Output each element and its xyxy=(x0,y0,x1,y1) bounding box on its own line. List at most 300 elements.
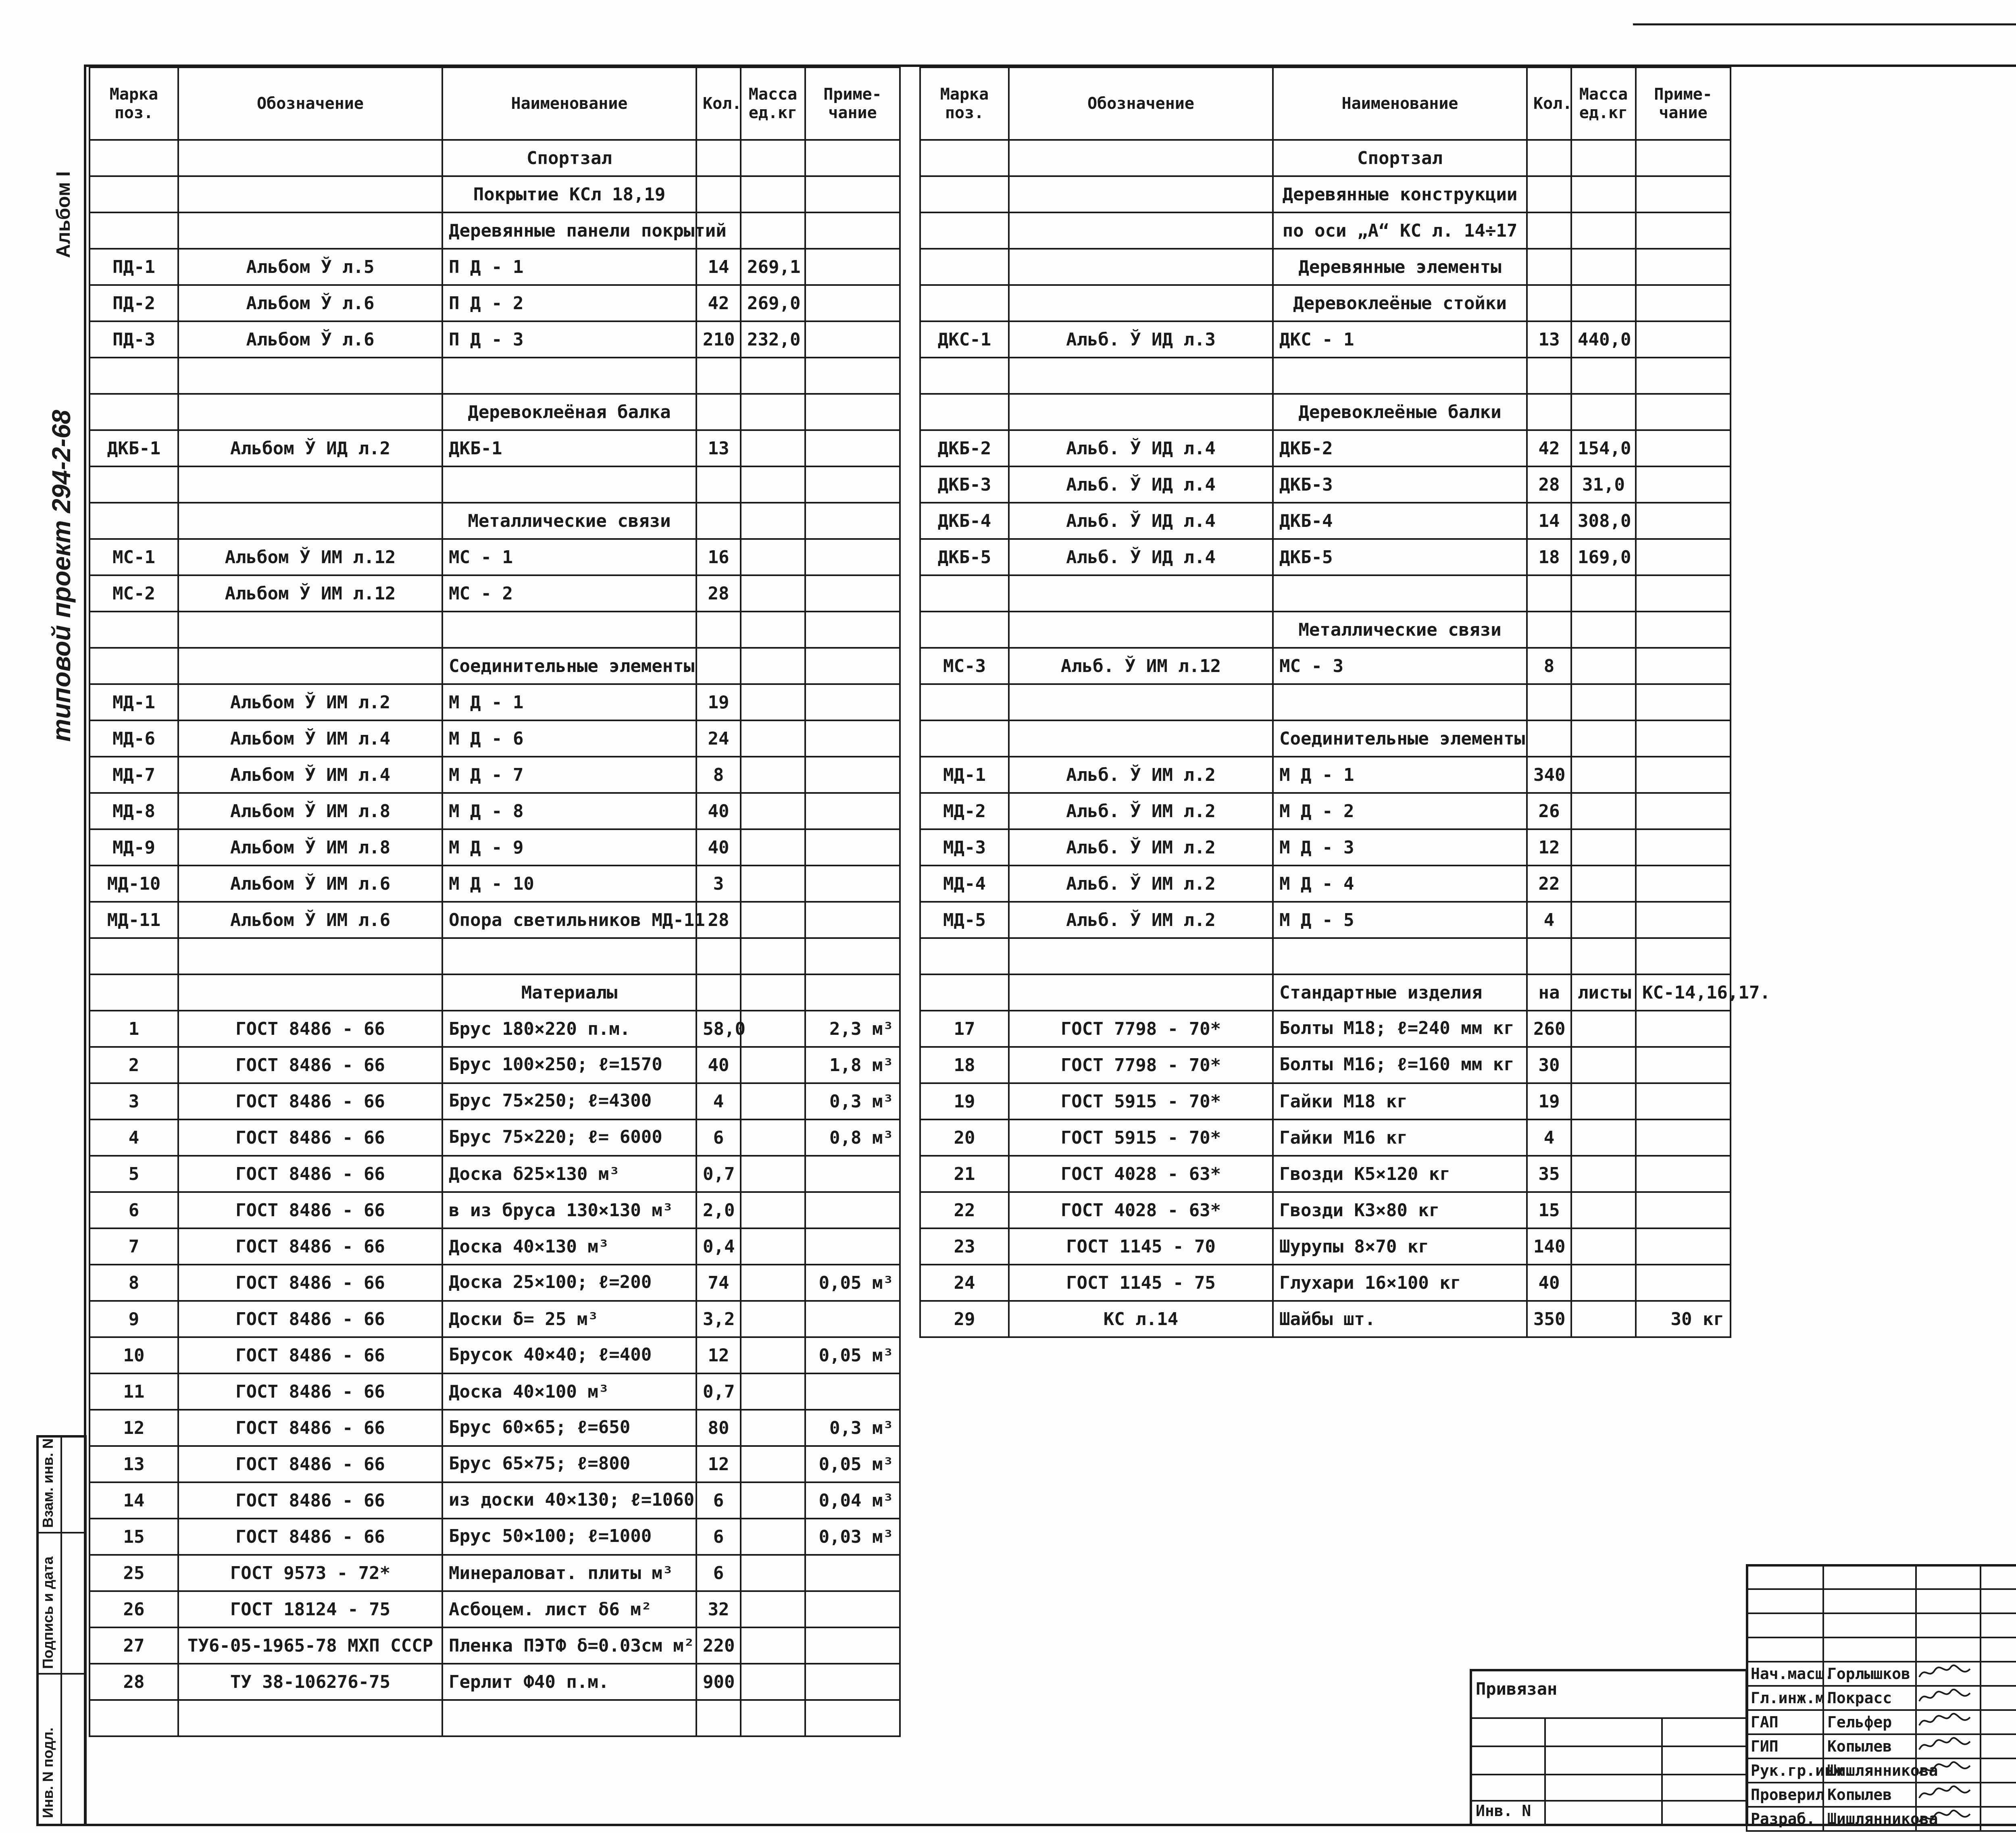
table-row xyxy=(90,1119,900,1156)
cell-mark: 13 xyxy=(90,1446,178,1482)
cell-mass xyxy=(1571,829,1636,866)
title-blank-cell xyxy=(1981,1589,2016,1613)
cell-designation xyxy=(1009,684,1273,720)
cell-note xyxy=(805,612,900,648)
cell-note xyxy=(1636,321,1731,358)
table-row xyxy=(90,1265,900,1301)
cell-name: ДКБ-5 xyxy=(1273,539,1527,575)
cell-qty: 8 xyxy=(696,757,741,793)
staff-date xyxy=(1981,1710,2016,1734)
cell-note xyxy=(805,430,900,466)
cell-mass xyxy=(741,757,805,793)
cell-mark xyxy=(920,140,1009,176)
cell-designation: Альбом Ў ИМ л.4 xyxy=(178,757,442,793)
staff-table xyxy=(1746,1564,2016,1832)
table-row xyxy=(90,575,900,612)
cell-designation: ГОСТ 9573 - 72* xyxy=(178,1555,442,1591)
cell-name: Деревянные элементы xyxy=(1273,249,1527,285)
cell-name: Минераловат. плиты м³ xyxy=(442,1555,696,1591)
cell-name: Шурупы 8×70 кг xyxy=(1273,1228,1527,1265)
table-row xyxy=(90,612,900,648)
staff-date xyxy=(1981,1662,2016,1686)
cell-mass xyxy=(741,358,805,394)
cell-qty: 24 xyxy=(696,720,741,757)
cell-note xyxy=(805,757,900,793)
table-row xyxy=(920,866,1731,902)
cell-name: Болты М16; ℓ=160 мм кг xyxy=(1273,1047,1527,1083)
cell-mark xyxy=(920,212,1009,249)
staff-role: Рук.гр.инж. xyxy=(1747,1758,1823,1783)
title-blank-cell xyxy=(1981,1637,2016,1662)
cell-qty: 26 xyxy=(1527,793,1571,829)
cell-mark xyxy=(920,249,1009,285)
cell-qty: 18 xyxy=(1527,539,1571,575)
cell-mass xyxy=(741,684,805,720)
cell-mark: МД-6 xyxy=(90,720,178,757)
cell-mark: 7 xyxy=(90,1228,178,1265)
cell-mass xyxy=(1571,1156,1636,1192)
table-row xyxy=(920,1011,1731,1047)
cell-note: 0,03 м³ xyxy=(805,1519,900,1555)
left-stamp-sign: Подпись и дата xyxy=(40,1556,56,1669)
cell-designation: Альб. Ў ИД л.4 xyxy=(1009,503,1273,539)
cell-mark: МС-3 xyxy=(920,648,1009,684)
staff-role: Разраб. xyxy=(1747,1807,1823,1831)
cell-mass xyxy=(1571,140,1636,176)
cell-designation: ГОСТ 8486 - 66 xyxy=(178,1119,442,1156)
staff-date xyxy=(1981,1807,2016,1831)
cell-mass xyxy=(1571,285,1636,321)
title-blank-cell xyxy=(1981,1565,2016,1589)
cell-qty xyxy=(1527,249,1571,285)
cell-designation: ГОСТ 8486 - 66 xyxy=(178,1373,442,1410)
signature-scribble xyxy=(1917,1760,1973,1778)
cell-name: МС - 2 xyxy=(442,575,696,612)
cell-mass xyxy=(741,1373,805,1410)
cell-qty: 74 xyxy=(696,1265,741,1301)
cell-mass xyxy=(1571,902,1636,938)
cell-note xyxy=(805,575,900,612)
table-row xyxy=(90,1373,900,1410)
cell-qty: 12 xyxy=(1527,829,1571,866)
cell-note xyxy=(1636,176,1731,212)
table-row xyxy=(90,938,900,974)
cell-mark: 17 xyxy=(920,1011,1009,1047)
cell-qty: 28 xyxy=(696,575,741,612)
table-row xyxy=(920,575,1731,612)
cell-mark: 22 xyxy=(920,1192,1009,1228)
cell-mark xyxy=(920,938,1009,974)
cell-note xyxy=(805,321,900,358)
cell-designation xyxy=(1009,285,1273,321)
title-blank-cell xyxy=(1916,1613,1981,1637)
table-row xyxy=(920,466,1731,503)
cell-designation: ГОСТ 4028 - 63* xyxy=(1009,1192,1273,1228)
cell-designation: ГОСТ 8486 - 66 xyxy=(178,1301,442,1337)
cell-note xyxy=(805,140,900,176)
table-row xyxy=(920,1301,1731,1337)
section-row xyxy=(90,176,900,212)
cell-note xyxy=(1636,212,1731,249)
cell-qty xyxy=(1527,358,1571,394)
cell-note xyxy=(1636,684,1731,720)
cell-note xyxy=(805,1228,900,1265)
signature-scribble xyxy=(1917,1736,1973,1754)
bound-box-col xyxy=(1661,1717,1663,1826)
cell-designation: ГОСТ 8486 - 66 xyxy=(178,1410,442,1446)
cell-qty: 3,2 xyxy=(696,1301,741,1337)
cell-qty: 260 xyxy=(1527,1011,1571,1047)
cell-designation: ГОСТ 7798 - 70* xyxy=(1009,1047,1273,1083)
cell-mass xyxy=(741,1519,805,1555)
cell-qty: 6 xyxy=(696,1519,741,1555)
cell-mark: 21 xyxy=(920,1156,1009,1192)
cell-note xyxy=(1636,575,1731,612)
cell-mark xyxy=(90,648,178,684)
cell-mark xyxy=(920,612,1009,648)
cell-note xyxy=(805,1373,900,1410)
section-row xyxy=(90,394,900,430)
col-mark: Марка поз. xyxy=(920,67,1009,140)
table-row xyxy=(90,1156,900,1192)
cell-qty: 0,4 xyxy=(696,1228,741,1265)
cell-mark: 8 xyxy=(90,1265,178,1301)
table-row xyxy=(90,1047,900,1083)
title-blank-cell xyxy=(1823,1613,1916,1637)
cell-designation: ГОСТ 1145 - 75 xyxy=(1009,1265,1273,1301)
cell-designation: Альб. Ў ИМ л.2 xyxy=(1009,829,1273,866)
table-row xyxy=(920,1265,1731,1301)
cell-mass xyxy=(741,1555,805,1591)
cell-mass xyxy=(741,466,805,503)
cell-name: Брус 65×75; ℓ=800 xyxy=(442,1446,696,1482)
title-blank-cell xyxy=(1981,1613,2016,1637)
cell-mass xyxy=(741,1047,805,1083)
cell-mark: 12 xyxy=(90,1410,178,1446)
cell-designation: Альбом Ў ИМ л.12 xyxy=(178,575,442,612)
table-row xyxy=(920,1047,1731,1083)
cell-name: П Д - 2 xyxy=(442,285,696,321)
staff-name: Копылев xyxy=(1823,1734,1916,1758)
cell-mark: МС-1 xyxy=(90,539,178,575)
cell-name: Брус 60×65; ℓ=650 xyxy=(442,1410,696,1446)
cell-mass: 269,0 xyxy=(741,285,805,321)
cell-qty xyxy=(696,648,741,684)
cell-mass xyxy=(1571,1192,1636,1228)
cell-name: М Д - 9 xyxy=(442,829,696,866)
cell-qty xyxy=(696,466,741,503)
cell-mark: 28 xyxy=(90,1664,178,1700)
cell-mark: МД-8 xyxy=(90,793,178,829)
cell-name: ДКБ-3 xyxy=(1273,466,1527,503)
cell-designation xyxy=(178,648,442,684)
staff-signature xyxy=(1916,1807,1981,1831)
cell-mass: 308,0 xyxy=(1571,503,1636,539)
cell-note xyxy=(1636,466,1731,503)
cell-name: Металлические связи xyxy=(442,503,696,539)
cell-note xyxy=(805,866,900,902)
table-row xyxy=(920,430,1731,466)
cell-mass: листы xyxy=(1571,974,1636,1011)
cell-note xyxy=(805,249,900,285)
cell-note xyxy=(1636,1083,1731,1119)
cell-note xyxy=(1636,1119,1731,1156)
cell-name xyxy=(442,612,696,648)
signature-scribble xyxy=(1917,1784,1973,1802)
staff-date xyxy=(1981,1783,2016,1807)
title-blank-cell xyxy=(1823,1637,1916,1662)
cell-name: Герлит Ф40 п.м. xyxy=(442,1664,696,1700)
table-row xyxy=(90,1700,900,1736)
cell-mark: МД-7 xyxy=(90,757,178,793)
cell-note xyxy=(1636,249,1731,285)
cell-name: Деревоклеёные балки xyxy=(1273,394,1527,430)
cell-note: 0,3 м³ xyxy=(805,1083,900,1119)
section-row xyxy=(90,140,900,176)
cell-qty: 2,0 xyxy=(696,1192,741,1228)
staff-signature xyxy=(1916,1734,1981,1758)
cell-mark: ДКБ-5 xyxy=(920,539,1009,575)
cell-mass xyxy=(741,974,805,1011)
cell-mass xyxy=(1571,176,1636,212)
cell-mark: МД-1 xyxy=(920,757,1009,793)
cell-mass xyxy=(741,1011,805,1047)
cell-designation: ГОСТ 8486 - 66 xyxy=(178,1265,442,1301)
signature-scribble xyxy=(1917,1687,1973,1705)
table-row xyxy=(90,757,900,793)
cell-mark: ДКС-1 xyxy=(920,321,1009,358)
cell-designation xyxy=(1009,249,1273,285)
cell-designation: ТУ 38-106276-75 xyxy=(178,1664,442,1700)
staff-row xyxy=(1747,1807,2016,1831)
cell-name: Гайки М18 кг xyxy=(1273,1083,1527,1119)
cell-mass xyxy=(741,1700,805,1736)
cell-name xyxy=(1273,358,1527,394)
cell-name: по оси „А“ КС л. 14÷17 xyxy=(1273,212,1527,249)
left-table-header xyxy=(90,67,900,140)
cell-mass xyxy=(741,720,805,757)
cell-note: 0,05 м³ xyxy=(805,1265,900,1301)
cell-designation: Альбом Ў л.5 xyxy=(178,249,442,285)
cell-qty: 4 xyxy=(1527,1119,1571,1156)
cell-note xyxy=(805,1192,900,1228)
cell-qty: 12 xyxy=(696,1446,741,1482)
cell-mass xyxy=(1571,793,1636,829)
cell-mass: 31,0 xyxy=(1571,466,1636,503)
cell-name: Брус 75×250; ℓ=4300 xyxy=(442,1083,696,1119)
cell-mark: МД-11 xyxy=(90,902,178,938)
staff-date xyxy=(1981,1686,2016,1710)
cell-note xyxy=(1636,1156,1731,1192)
cell-designation: ГОСТ 5915 - 70* xyxy=(1009,1119,1273,1156)
cell-mass xyxy=(1571,249,1636,285)
cell-mark: 25 xyxy=(90,1555,178,1591)
cell-designation: Альбом Ў ИМ л.2 xyxy=(178,684,442,720)
cell-mass: 440,0 xyxy=(1571,321,1636,358)
section-row xyxy=(920,720,1731,757)
table-row xyxy=(90,793,900,829)
cell-mass xyxy=(1571,1265,1636,1301)
cell-mark: ДКБ-1 xyxy=(90,430,178,466)
cell-qty: 35 xyxy=(1527,1156,1571,1192)
cell-qty: 40 xyxy=(696,793,741,829)
cell-name: Гвозди К5×120 кг xyxy=(1273,1156,1527,1192)
cell-mass xyxy=(1571,648,1636,684)
cell-name: Деревянные панели покрытий xyxy=(442,212,696,249)
cell-note xyxy=(805,938,900,974)
cell-designation: ГОСТ 8486 - 66 xyxy=(178,1011,442,1047)
staff-date xyxy=(1981,1758,2016,1783)
cell-note xyxy=(1636,285,1731,321)
table-row xyxy=(90,684,900,720)
staff-name: Шишлянникова xyxy=(1823,1807,1916,1831)
cell-qty: 340 xyxy=(1527,757,1571,793)
cell-mark: 29 xyxy=(920,1301,1009,1337)
cell-mark: МД-10 xyxy=(90,866,178,902)
cell-name: Металлические связи xyxy=(1273,612,1527,648)
left-stamp-inv: Инв. N подл. xyxy=(40,1727,56,1818)
signature-scribble xyxy=(1917,1808,1973,1826)
cell-name: Брусок 40×40; ℓ=400 xyxy=(442,1337,696,1373)
cell-mark: МД-9 xyxy=(90,829,178,866)
cell-name: Материалы xyxy=(442,974,696,1011)
cell-mark xyxy=(90,974,178,1011)
cell-mark xyxy=(90,466,178,503)
cell-name: Глухари 16×100 кг xyxy=(1273,1265,1527,1301)
cell-mass xyxy=(741,1265,805,1301)
cell-note: 1,8 м³ xyxy=(805,1047,900,1083)
col-note: Приме-чание xyxy=(1636,67,1731,140)
cell-note xyxy=(1636,140,1731,176)
cell-name: М Д - 5 xyxy=(1273,902,1527,938)
album-text: Альбом I xyxy=(53,171,74,258)
cell-note xyxy=(1636,1192,1731,1228)
staff-row xyxy=(1747,1710,2016,1734)
cell-mass xyxy=(741,1192,805,1228)
cell-name: Брус 180×220 п.м. xyxy=(442,1011,696,1047)
cell-note xyxy=(805,720,900,757)
cell-mark: 2 xyxy=(90,1047,178,1083)
cell-qty xyxy=(696,176,741,212)
cell-note xyxy=(1636,902,1731,938)
cell-mass xyxy=(1571,1119,1636,1156)
cell-qty: 15 xyxy=(1527,1192,1571,1228)
cell-mass xyxy=(741,430,805,466)
cell-qty: 14 xyxy=(696,249,741,285)
table-row xyxy=(90,1446,900,1482)
cell-note xyxy=(1636,539,1731,575)
cell-mass xyxy=(741,1156,805,1192)
cell-designation xyxy=(178,612,442,648)
cell-name: ДКБ-1 xyxy=(442,430,696,466)
cell-mark: 6 xyxy=(90,1192,178,1228)
cell-designation xyxy=(178,394,442,430)
cell-mark xyxy=(90,140,178,176)
cell-designation xyxy=(1009,612,1273,648)
cell-mark xyxy=(90,612,178,648)
table-row xyxy=(90,539,900,575)
cell-mark: 20 xyxy=(920,1119,1009,1156)
left-stamp-replace: Взам. инв. N xyxy=(40,1438,56,1528)
cell-name: Покрытие КСл 18,19 xyxy=(442,176,696,212)
cell-name: М Д - 4 xyxy=(1273,866,1527,902)
staff-row xyxy=(1747,1686,2016,1710)
cell-qty: 6 xyxy=(696,1119,741,1156)
cell-mark: 4 xyxy=(90,1119,178,1156)
cell-mass xyxy=(741,1228,805,1265)
cell-qty: 220 xyxy=(696,1627,741,1664)
cell-note xyxy=(1636,394,1731,430)
cell-mark: 5 xyxy=(90,1156,178,1192)
table-row xyxy=(90,1627,900,1664)
cell-mark: 24 xyxy=(920,1265,1009,1301)
cell-note xyxy=(1636,793,1731,829)
cell-note xyxy=(1636,503,1731,539)
cell-note xyxy=(1636,612,1731,648)
cell-note xyxy=(805,1301,900,1337)
col-mark: Марка поз. xyxy=(90,67,178,140)
table-row xyxy=(90,866,900,902)
cell-designation: ГОСТ 7798 - 70* xyxy=(1009,1011,1273,1047)
title-blank-cell xyxy=(1916,1637,1981,1662)
cell-name: Стандартные изделия xyxy=(1273,974,1527,1011)
cell-note xyxy=(805,285,900,321)
cell-qty xyxy=(696,358,741,394)
cell-note xyxy=(805,974,900,1011)
cell-designation xyxy=(178,974,442,1011)
cell-note xyxy=(805,1664,900,1700)
staff-name: Шишлянникова xyxy=(1823,1758,1916,1783)
cell-mass xyxy=(1571,684,1636,720)
cell-qty: 8 xyxy=(1527,648,1571,684)
table-row xyxy=(90,1482,900,1519)
section-row xyxy=(920,394,1731,430)
cell-qty xyxy=(1527,720,1571,757)
table-row xyxy=(90,430,900,466)
cell-note xyxy=(805,394,900,430)
cell-qty: 16 xyxy=(696,539,741,575)
cell-mark: 9 xyxy=(90,1301,178,1337)
table-row xyxy=(920,358,1731,394)
title-blank-row xyxy=(1747,1589,2016,1613)
cell-mass xyxy=(741,1301,805,1337)
cell-designation: ГОСТ 8486 - 66 xyxy=(178,1482,442,1519)
cell-mark: ПД-2 xyxy=(90,285,178,321)
cell-mass xyxy=(741,866,805,902)
table-row xyxy=(920,503,1731,539)
section-row xyxy=(920,285,1731,321)
col-mass: Масса ед.кг xyxy=(1571,67,1636,140)
cell-name: М Д - 6 xyxy=(442,720,696,757)
cell-designation: Альбом Ў ИМ л.8 xyxy=(178,829,442,866)
cell-name: Деревянные конструкции xyxy=(1273,176,1527,212)
cell-name: Доска 40×130 м³ xyxy=(442,1228,696,1265)
title-blank-cell xyxy=(1747,1565,1823,1589)
cell-note xyxy=(805,1700,900,1736)
cell-qty xyxy=(696,503,741,539)
cell-name: Спортзал xyxy=(1273,140,1527,176)
title-blank-row xyxy=(1747,1637,2016,1662)
staff-role: Нач.масш. xyxy=(1747,1662,1823,1686)
cell-note: 0,3 м³ xyxy=(805,1410,900,1446)
cell-note xyxy=(805,902,900,938)
cell-mass xyxy=(741,1337,805,1373)
table-row xyxy=(90,829,900,866)
cell-qty xyxy=(1527,212,1571,249)
cell-mark: ДКБ-4 xyxy=(920,503,1009,539)
cell-mass xyxy=(741,1410,805,1446)
cell-note xyxy=(1636,1047,1731,1083)
